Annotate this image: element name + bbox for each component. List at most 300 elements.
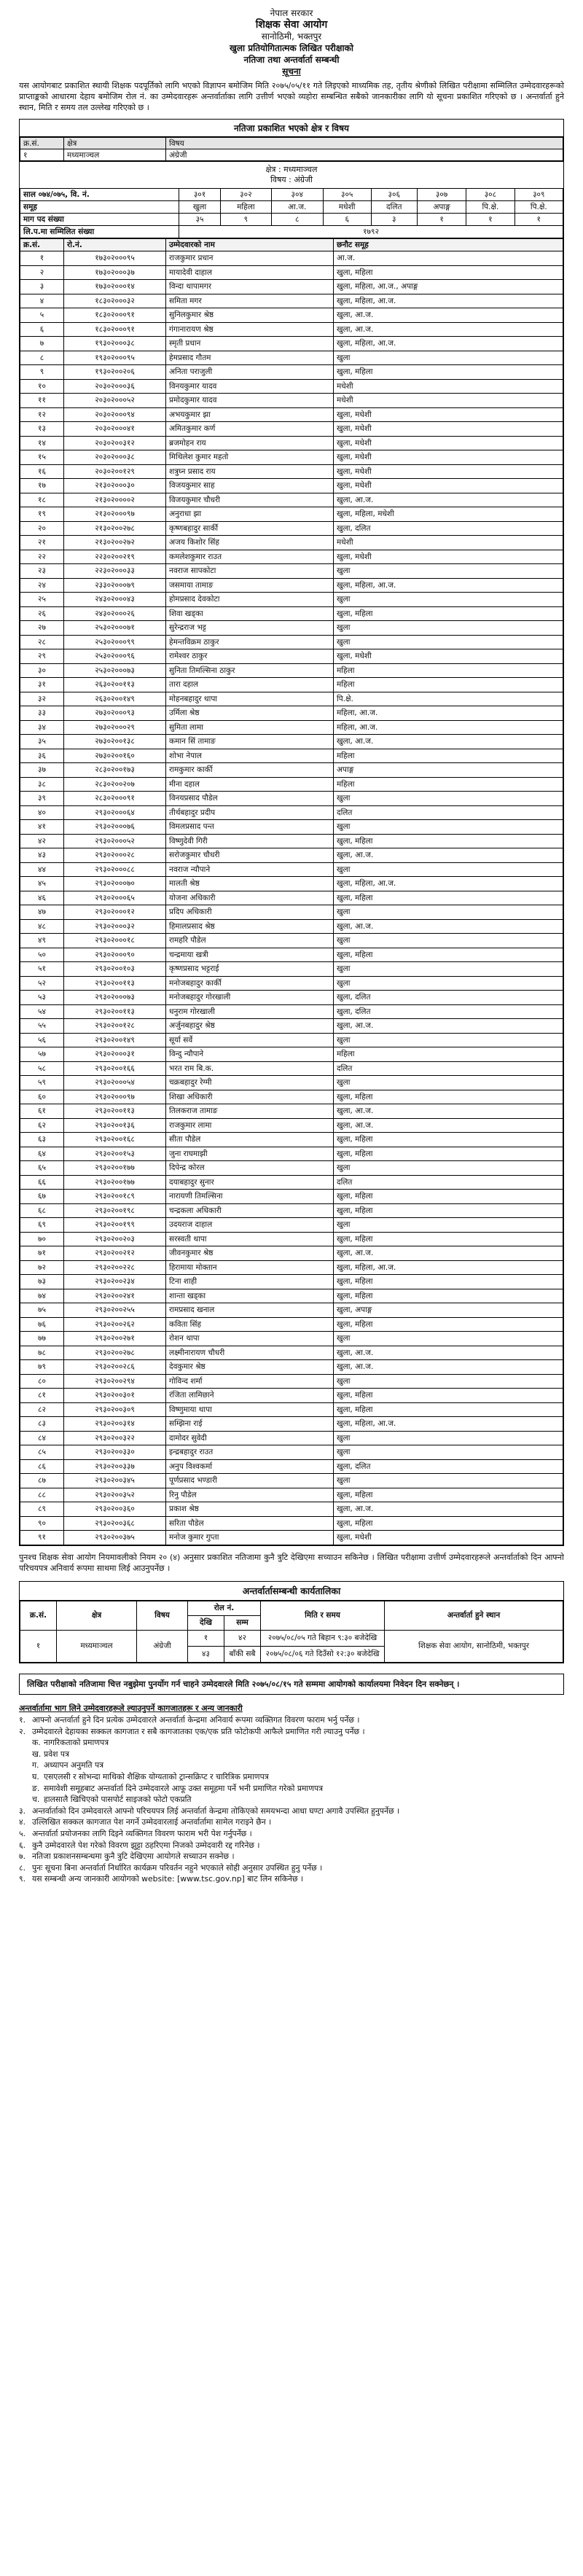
- row-candidate-name: अनिता पराजुली: [166, 365, 334, 380]
- row-sn: ७२: [20, 1260, 64, 1275]
- row-sn: ४२: [20, 834, 64, 848]
- row-roll-no: २९३०२००२६२: [64, 1317, 166, 1332]
- row-sn: ७७: [20, 1332, 64, 1346]
- row-sn: ४८: [20, 919, 64, 934]
- quota-code: ३०८: [466, 189, 514, 201]
- row-group: खुला, मधेशी: [334, 407, 563, 422]
- instruction-item: ८. पुनः सूचना बिना अन्तर्वार्ता निर्धारित कार्यक्रम परिवर्तन नहुने भएकाले सोही अनुसार उपस्थित हुनु पर्नेछ ।: [19, 1862, 323, 1873]
- row-sn: २९: [20, 649, 64, 664]
- row-group: खुला: [334, 1161, 563, 1176]
- intro-paragraph: यस आयोगबाट प्रकाशित स्थायी शिक्षक पदपूर्तिको लागि भएको विज्ञापन बमोजिम मिति २०७५/०५/११ गते लिइएको माध्यमिक तह, तृतीय श्रेणीको लिखित परीक्षामा सम्मिलित उम्मेदवारहरूको प्राप्ताङ्कको आधारमा देहाय बमोजिम रोल नं. का उम्मेदवारहरू अन्तर्वार्ताका लागि उत्तीर्ण भएको व्यहोरा सम्बन्धित सबैको जानकारीका लागि यो सूचना प्रकाशित गरिएको छ । अन्तर्वार्ता हुने स्थान, मिति र समय तल उल्लेख गरिएको छ ।: [19, 81, 564, 112]
- table-row: [20, 536, 563, 550]
- results-col-sn: क्र.सं.: [20, 239, 64, 251]
- row-roll-no: २९३०२०००७०: [64, 877, 166, 891]
- quota-post: १: [466, 214, 514, 226]
- row-group: खुला, आ.ज.: [334, 322, 563, 337]
- table-row: [20, 777, 563, 792]
- table-row: [20, 1459, 563, 1474]
- table-row: [20, 1203, 563, 1218]
- table-row: [20, 706, 563, 721]
- table-row: [20, 877, 563, 891]
- row-group: खुला: [334, 1374, 563, 1389]
- schedule-table: [20, 1601, 563, 1663]
- row-roll-no: २९३०२००३०१: [64, 1389, 166, 1403]
- row-group: खुला, महिला, आ.ज.: [334, 877, 563, 891]
- row-roll-no: २९३०२००१७७: [64, 1161, 166, 1176]
- row-roll-no: २९३०२००११३: [64, 1004, 166, 1019]
- row-sn: ९०: [20, 1516, 64, 1531]
- row-roll-no: २९३०२०००६५: [64, 891, 166, 905]
- table-row: [20, 479, 563, 493]
- quota-post: १: [514, 214, 563, 226]
- table-row: [20, 1445, 563, 1460]
- row-roll-no: १८३०२०००९१: [64, 322, 166, 337]
- row-sn: १८: [20, 493, 64, 507]
- row-group: दलित: [334, 805, 563, 820]
- row-group: खुला, आ.ज.: [334, 1502, 563, 1517]
- row-sn: १३: [20, 422, 64, 437]
- quota-group: दलित: [371, 201, 417, 214]
- row-group: खुला: [334, 1474, 563, 1488]
- instructions-title: अन्तर्वार्तामा भाग लिने उम्मेदवारहरूले ल्याउनुपर्ने कागजातहरू र अन्य जानकारी: [19, 1703, 243, 1713]
- row-roll-no: २५३०२०००७१: [64, 621, 166, 636]
- row-candidate-name: विनयप्रसाद पौडेल: [166, 792, 334, 806]
- row-sn: ४६: [20, 891, 64, 905]
- row-sn: ९१: [20, 1531, 64, 1545]
- row-candidate-name: विन्दा थापामगर: [166, 280, 334, 294]
- table-row: [20, 464, 563, 479]
- row-roll-no: २९३०२००३३०: [64, 1445, 166, 1460]
- row-candidate-name: कमलेशकुमार राउत: [166, 550, 334, 564]
- row-candidate-name: देवकुमार श्रेष्ठ: [166, 1360, 334, 1375]
- row-candidate-name: अमितकुमार कर्ण: [166, 422, 334, 437]
- row-group: खुला, महिला, आ.ज.: [334, 1260, 563, 1275]
- row-sn: ७५: [20, 1303, 64, 1318]
- row-sn: ८९: [20, 1502, 64, 1517]
- row-roll-no: २९३०२००१९८: [64, 1203, 166, 1218]
- row-candidate-name: शिखा अधिकारी: [166, 1090, 334, 1104]
- row-sn: ४३: [20, 848, 64, 863]
- table-row: [20, 962, 563, 977]
- interview-schedule: [19, 1581, 564, 1663]
- row-group: खुला, मधेशी: [334, 422, 563, 437]
- row-candidate-name: कमान सिं तामाङ: [166, 735, 334, 749]
- row-group: खुला, मधेशी: [334, 479, 563, 493]
- row-roll-no: २९३०२००२१२: [64, 1246, 166, 1261]
- row-candidate-name: सम्झिना राई: [166, 1417, 334, 1432]
- row-candidate-name: तिलकराज तामाङ: [166, 1104, 334, 1119]
- table-row: [20, 251, 563, 266]
- row-group: खुला: [334, 564, 563, 579]
- row-candidate-name: जीवनकुमार श्रेष्ठ: [166, 1246, 334, 1261]
- row-candidate-name: रामहरि पौडेल: [166, 934, 334, 948]
- table-row: [20, 1488, 563, 1502]
- row-group: खुला, आ.ज.: [334, 1104, 563, 1119]
- table-row: [20, 720, 563, 735]
- row-sn: ३०: [20, 663, 64, 678]
- quota-code: ३०९: [514, 189, 563, 201]
- row-candidate-name: प्रकाश श्रेष्ठ: [166, 1502, 334, 1517]
- table-row: [20, 550, 563, 564]
- row-candidate-name: शत्रुघ्न प्रसाद राय: [166, 464, 334, 479]
- row-roll-no: २९३०२००३६०: [64, 1502, 166, 1517]
- row-sn: ६७: [20, 1190, 64, 1204]
- row-roll-no: २०३०२०००४१: [64, 422, 166, 437]
- postscript-note: पुनश्च शिक्षक सेवा आयोग नियमावलीको नियम २० (४) अनुसार प्रकाशित नतिजामा कुनै त्रुटि देखिएमा सच्याउन सकिनेछ । लिखित परीक्षामा उत्तीर्ण उम्मेदवारहरूले अन्तर्वार्ताको दिन आफ्नो परिचयपत्र अनिवार्य रूपमा साथमा लिई आउनुपर्नेछ ।: [19, 1552, 564, 1573]
- sched-col-area: क्षेत्र: [57, 1601, 137, 1630]
- row-roll-no: २९३०२००११३: [64, 976, 166, 991]
- sched-sn: १: [20, 1630, 57, 1662]
- row-sn: ४: [20, 294, 64, 308]
- instruction-item: ५. अन्तर्वार्ता प्रयोजनका लागि दिइने व्यक्तिगत विवरण फाराम भरी पेश गर्नुपर्नेछ ।: [19, 1829, 252, 1839]
- row-sn: ३४: [20, 720, 64, 735]
- table-row: [20, 1047, 563, 1062]
- table-row: [20, 905, 563, 920]
- row-group: खुला, मधेशी: [334, 450, 563, 465]
- row-group: खुला, महिला: [334, 1289, 563, 1303]
- row-sn: ६३: [20, 1133, 64, 1147]
- row-sn: ७: [20, 337, 64, 351]
- table-row: [20, 848, 563, 863]
- row-sn: २७: [20, 621, 64, 636]
- sched-area: मध्यमाञ्चल: [57, 1630, 137, 1662]
- table-row: [20, 493, 563, 507]
- row-roll-no: २०३०२००३१२: [64, 436, 166, 450]
- row-roll-no: १७३०२०००१४: [64, 280, 166, 294]
- table-row: [20, 1531, 563, 1545]
- row-candidate-name: चन्द्रमाया खत्री: [166, 948, 334, 962]
- row-candidate-name: सरस्वती थापा: [166, 1232, 334, 1246]
- row-roll-no: २९३०२००१३६: [64, 1118, 166, 1133]
- notice-label: सूचना: [282, 66, 301, 77]
- area-col-area: क्षेत्र: [64, 138, 166, 149]
- document-item: ख. प्रवेश पत्र: [32, 1749, 70, 1759]
- row-roll-no: २९३०२००१४९: [64, 1033, 166, 1047]
- results-col-name: उम्मेदवारको नाम: [166, 239, 334, 251]
- row-roll-no: २९३०२००२८६: [64, 1360, 166, 1375]
- row-sn: ७१: [20, 1246, 64, 1261]
- row-candidate-name: सूर्या सर्वे: [166, 1033, 334, 1047]
- row-candidate-name: हेमप्रसाद गौतम: [166, 351, 334, 365]
- row-sn: ६२: [20, 1118, 64, 1133]
- table-row: [20, 891, 563, 905]
- row-candidate-name: हेमन्तविक्रम ठाकुर: [166, 635, 334, 649]
- schedule-title: अन्तर्वार्तासम्बन्धी कार्यतालिका: [20, 1582, 563, 1601]
- instruction-item: ७. नतिजा प्रकाशनसम्बन्धमा कुनै त्रुटि देखिएमा आयोगले सच्याउन सक्नेछ ।: [19, 1851, 235, 1862]
- row-group: खुला, महिला: [334, 1516, 563, 1531]
- result-section: [19, 119, 564, 1546]
- quota-year-label: साल ०७४/०७५, वि. नं.: [20, 189, 179, 201]
- row-group: खुला, महिला: [334, 1203, 563, 1218]
- table-row: [20, 1431, 563, 1445]
- row-sn: ७४: [20, 1289, 64, 1303]
- table-row: [20, 1019, 563, 1034]
- row-sn: ६०: [20, 1090, 64, 1104]
- instructions-list: [19, 1715, 564, 1737]
- row-roll-no: २९३०२००१७७: [64, 1175, 166, 1190]
- sched-roll-from: १: [188, 1630, 224, 1646]
- row-group: खुला, मधेशी: [334, 1531, 563, 1545]
- row-candidate-name: कृष्णप्रसाद भट्टराई: [166, 962, 334, 977]
- row-roll-no: २९३०२००३०९: [64, 1402, 166, 1417]
- row-sn: १: [20, 251, 64, 266]
- row-candidate-name: प्रमोदकुमार यादव: [166, 394, 334, 408]
- row-sn: ३७: [20, 763, 64, 778]
- row-candidate-name: विजयकुमार चौधरी: [166, 493, 334, 507]
- row-candidate-name: कविता सिंह: [166, 1317, 334, 1332]
- table-row: [20, 1033, 563, 1047]
- row-roll-no: २७३०२०००२९: [64, 720, 166, 735]
- row-roll-no: २५३०२०००९६: [64, 649, 166, 664]
- table-row: [20, 692, 563, 706]
- row-group: महिला: [334, 777, 563, 792]
- row-roll-no: २२३०२०००३३: [64, 564, 166, 579]
- row-sn: ५२: [20, 976, 64, 991]
- row-roll-no: २०३०२०००३८: [64, 450, 166, 465]
- table-row: [20, 919, 563, 934]
- row-sn: १५: [20, 450, 64, 465]
- row-sn: ८: [20, 351, 64, 365]
- row-roll-no: २६३०२००१४९: [64, 692, 166, 706]
- row-group: खुला, अपाङ्ग: [334, 1303, 563, 1318]
- row-sn: ४९: [20, 934, 64, 948]
- table-row: [20, 1374, 563, 1389]
- row-candidate-name: तारा दहाल: [166, 678, 334, 692]
- sched-col-time: मिति र समय: [261, 1601, 385, 1630]
- quota-posts-row: [20, 214, 563, 226]
- row-sn: ३९: [20, 792, 64, 806]
- row-sn: ७८: [20, 1346, 64, 1360]
- area-info-area: क्षेत्र : मध्यमाञ्चल: [265, 165, 318, 174]
- row-candidate-name: रोशन थापा: [166, 1332, 334, 1346]
- row-roll-no: २४३०२०००४३: [64, 593, 166, 607]
- table-row: [20, 1317, 563, 1332]
- row-candidate-name: अभयकुमार झा: [166, 407, 334, 422]
- row-group: खुला, मधेशी: [334, 464, 563, 479]
- area-row-area: मध्यमाञ्चल: [64, 149, 166, 161]
- table-row: [20, 1004, 563, 1019]
- row-group: खुला, महिला: [334, 606, 563, 621]
- table-row: [20, 621, 563, 636]
- sched-col-from: देखि: [188, 1615, 224, 1630]
- area-row-subject: अंग्रेजी: [166, 149, 563, 161]
- row-candidate-name: ब्रजमोहन राय: [166, 436, 334, 450]
- row-group: खुला, महिला: [334, 1190, 563, 1204]
- row-sn: १९: [20, 507, 64, 522]
- row-group: खुला, महिला: [334, 891, 563, 905]
- row-group: खुला, महिला: [334, 1147, 563, 1161]
- results-body: [20, 251, 563, 1545]
- quota-code: ३०६: [371, 189, 417, 201]
- quota-code: ३०४: [271, 189, 323, 201]
- gov-name: नेपाल सरकार: [270, 8, 313, 18]
- row-sn: ३३: [20, 706, 64, 721]
- row-roll-no: १७३०२०००९५: [64, 251, 166, 266]
- quota-total-row: [20, 226, 563, 238]
- area-table-row: [20, 149, 563, 161]
- row-roll-no: २९३०२००३४५: [64, 1474, 166, 1488]
- row-roll-no: २७३०२०००९३: [64, 706, 166, 721]
- row-sn: ७०: [20, 1232, 64, 1246]
- row-candidate-name: लक्ष्मीनारायण चौधरी: [166, 1346, 334, 1360]
- office-address: सानोठिमी, भक्तपुर: [261, 31, 322, 42]
- instruction-item: ६. कुनै उम्मेदवारले पेश गरेको विवरण झुट्टा ठहरिएमा निजको उम्मेदवारी रद्द गरिनेछ ।: [19, 1840, 260, 1850]
- table-row: [20, 934, 563, 948]
- row-group: महिला: [334, 678, 563, 692]
- row-group: खुला, महिला: [334, 1275, 563, 1289]
- row-candidate-name: प्रदिप अधिकारी: [166, 905, 334, 920]
- document-item: घ. एसएलसी र सोभन्दा माथिको शैक्षिक योग्यताको ट्रान्सक्रिप्ट र चारित्रिक प्रमाणपत्र: [32, 1772, 269, 1782]
- row-group: खुला, मधेशी: [334, 436, 563, 450]
- row-group: महिला: [334, 749, 563, 763]
- row-group: खुला, आ.ज.: [334, 1246, 563, 1261]
- row-roll-no: २८३०२००२०७: [64, 777, 166, 792]
- document-item: क. नागरिकताको प्रमाणपत्र: [32, 1738, 109, 1748]
- row-group: खुला: [334, 635, 563, 649]
- row-group: खुला, आ.ज.: [334, 1360, 563, 1375]
- quota-group: अपाङ्ग: [417, 201, 466, 214]
- row-group: मधेशी: [334, 394, 563, 408]
- row-sn: ५९: [20, 1076, 64, 1090]
- table-row: [20, 1303, 563, 1318]
- row-group: खुला, महिला, मधेशी: [334, 507, 563, 522]
- row-sn: ५७: [20, 1047, 64, 1062]
- row-group: खुला, आ.ज.: [334, 308, 563, 323]
- row-group: खुला, दलित: [334, 991, 563, 1005]
- row-sn: ३६: [20, 749, 64, 763]
- row-sn: ६८: [20, 1203, 64, 1218]
- row-group: खुला, आ.ज.: [334, 848, 563, 863]
- document-item: ग. अध्यापन अनुमति पत्र: [32, 1760, 104, 1771]
- table-row: [20, 1232, 563, 1246]
- row-candidate-name: अर्जुनबहादुर श्रेष्ठ: [166, 1019, 334, 1034]
- row-sn: ५१: [20, 962, 64, 977]
- row-sn: २६: [20, 606, 64, 621]
- row-group: आ.ज.: [334, 251, 563, 266]
- row-roll-no: २९३०२००२४१: [64, 1289, 166, 1303]
- row-group: खुला, आ.ज.: [334, 1346, 563, 1360]
- area-table: [20, 137, 563, 161]
- row-roll-no: २९३०२००३१४: [64, 1417, 166, 1432]
- table-row: [20, 422, 563, 437]
- results-table: [20, 238, 563, 1545]
- quota-code: ३०२: [221, 189, 272, 201]
- row-candidate-name: रामप्रसाद खनाल: [166, 1303, 334, 1318]
- row-candidate-name: नारायणी तिमल्सिना: [166, 1190, 334, 1204]
- row-roll-no: २९३०२०००५४: [64, 1076, 166, 1090]
- row-candidate-name: विजयकुमार साह: [166, 479, 334, 493]
- row-group: खुला: [334, 962, 563, 977]
- recheck-notice: लिखित परीक्षाको नतिजामा चित्त नबुझेमा पुनर्योग गर्न चाहने उम्मेदवारले मिति २०७५/०८/१५ गते सम्ममा आयोगको कार्यालयमा निवेदन दिन सक्नेछन् ।: [19, 1674, 564, 1695]
- instruction-item: १. आफ्नो अन्तर्वार्ता हुने दिन प्रत्येक उम्मेदवारले अन्तर्वार्ता केन्द्रमा अनिवार्य रूपमा व्यक्तिगत विवरण फाराम भर्नु पर्नेछ ।: [19, 1715, 360, 1725]
- row-candidate-name: सुनिलकुमार श्रेष्ठ: [166, 308, 334, 323]
- row-group: अपाङ्ग: [334, 763, 563, 778]
- row-group: खुला: [334, 351, 563, 365]
- row-roll-no: २९३०२००१२८: [64, 1019, 166, 1034]
- row-candidate-name: सुमिता लामा: [166, 720, 334, 735]
- quota-code: ३०१: [179, 189, 221, 201]
- row-roll-no: २९३०२००१९९: [64, 1218, 166, 1233]
- row-group: खुला, आ.ज.: [334, 735, 563, 749]
- table-row: [20, 1090, 563, 1104]
- table-row: [20, 749, 563, 763]
- quota-table: [20, 188, 563, 238]
- row-candidate-name: दामोदर सुवेदी: [166, 1431, 334, 1445]
- table-row: [20, 308, 563, 323]
- row-candidate-name: इन्द्रबहादुर राउत: [166, 1445, 334, 1460]
- row-candidate-name: मायादेवी दाहाल: [166, 265, 334, 280]
- quota-codes-row: [20, 189, 563, 201]
- row-sn: २५: [20, 593, 64, 607]
- row-group: खुला: [334, 621, 563, 636]
- row-group: महिला, आ.ज.: [334, 706, 563, 721]
- row-candidate-name: उदयराज दाहाल: [166, 1218, 334, 1233]
- table-row: [20, 1133, 563, 1147]
- row-group: दलित: [334, 1175, 563, 1190]
- row-group: खुला, आ.ज.: [334, 1019, 563, 1034]
- quota-groups-row: [20, 201, 563, 214]
- table-row: [20, 1332, 563, 1346]
- row-group: खुला, महिला: [334, 1402, 563, 1417]
- row-sn: ७३: [20, 1275, 64, 1289]
- table-row: [20, 1218, 563, 1233]
- row-group: खुला, महिला, आ.ज.: [334, 578, 563, 593]
- row-candidate-name: मनोजबहादुर गोरखाली: [166, 991, 334, 1005]
- table-row: [20, 1275, 563, 1289]
- table-row: [20, 678, 563, 692]
- row-group: खुला, आ.ज.: [334, 1118, 563, 1133]
- row-roll-no: २८३०२००१७३: [64, 763, 166, 778]
- sched-roll-to: बाँकी सबै: [224, 1646, 261, 1662]
- row-candidate-name: विमलप्रसाद पन्त: [166, 820, 334, 835]
- row-group: खुला, दलित: [334, 1459, 563, 1474]
- table-row: [20, 436, 563, 450]
- row-sn: ३२: [20, 692, 64, 706]
- row-candidate-name: सरोजकुमार चौधरी: [166, 848, 334, 863]
- row-sn: २२: [20, 550, 64, 564]
- schedule-header: [20, 1601, 563, 1615]
- table-row: [20, 606, 563, 621]
- sched-col-roll: रोल नं.: [188, 1601, 261, 1615]
- table-row: [20, 805, 563, 820]
- row-roll-no: २९३०२०००२८: [64, 848, 166, 863]
- table-row: [20, 280, 563, 294]
- row-group: खुला: [334, 1218, 563, 1233]
- row-sn: १७: [20, 479, 64, 493]
- row-group: खुला: [334, 905, 563, 920]
- row-group: खुला: [334, 1431, 563, 1445]
- row-candidate-name: शोभा नेपाल: [166, 749, 334, 763]
- row-group: खुला: [334, 1033, 563, 1047]
- row-candidate-name: मनोज कुमार गुप्ता: [166, 1531, 334, 1545]
- row-candidate-name: सुरेन्द्रराज भट्ट: [166, 621, 334, 636]
- exam-title: खुला प्रतियोगितात्मक लिखित परीक्षाको: [230, 43, 353, 53]
- row-roll-no: २९३०२००३६८: [64, 1516, 166, 1531]
- row-roll-no: २९३०२००३३७: [64, 1459, 166, 1474]
- instruction-item: ४. उल्लिखित सक्कल कागजात पेश नगर्ने उम्मेदवारलाई अन्तर्वार्तामा सामेल गराइने छैन ।: [19, 1817, 272, 1827]
- row-group: खुला: [334, 934, 563, 948]
- table-row: [20, 1389, 563, 1403]
- row-sn: ५८: [20, 1061, 64, 1076]
- row-group: खुला, महिला, आ.ज., अपाङ्ग: [334, 280, 563, 294]
- row-roll-no: २०३०२०००५२: [64, 394, 166, 408]
- row-group: खुला, महिला: [334, 1133, 563, 1147]
- table-row: [20, 1076, 563, 1090]
- table-row: [20, 394, 563, 408]
- row-candidate-name: नवराज न्यौपाने: [166, 862, 334, 877]
- table-row: [20, 1516, 563, 1531]
- row-roll-no: २६३०२००११३: [64, 678, 166, 692]
